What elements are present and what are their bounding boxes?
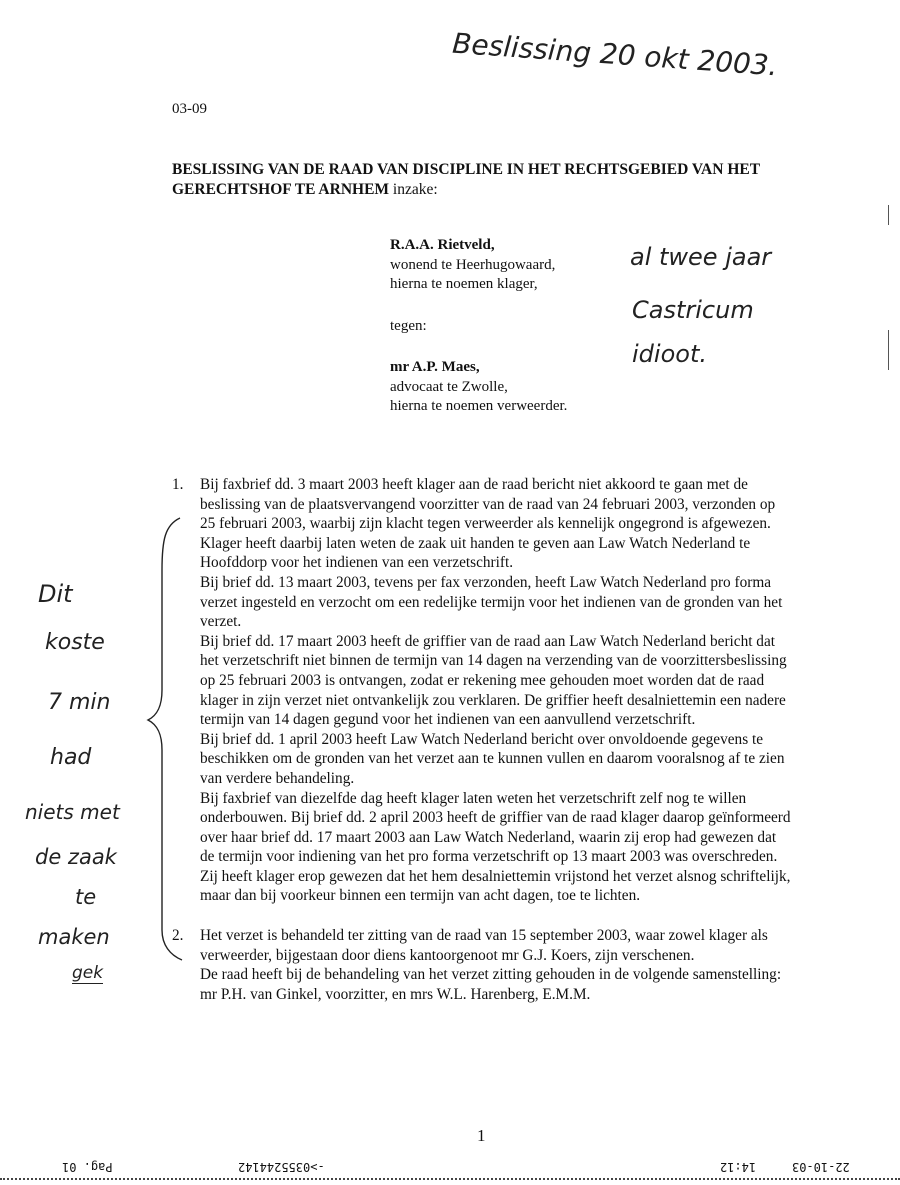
paragraph: Bij faxbrief van diezelfde dag heeft klager laten weten het verzetschrift zelf nog te willen onderbouwen. Bij brief dd. 2 april 2003 heeft de griffier van de raad klager daarop geïnformeerd over haar brief dd. 17 maart 2003 aan Law Watch Nederland, waarin zij erop had gewezen dat de termijn voor indiening van het pro forma verzetschrift op 13 maart 2003 was overschreden. Zij heeft klager erop gewezen dat het hem desalniettemin vrijstond het verzet alsnog schriftelijk, maar dan bij voorkeur binnen een termijn van acht dagen, toe te lichten. bbox=[200, 789, 791, 905]
paragraph: Bij brief dd. 1 april 2003 heeft Law Watch Nederland bericht over onvoldoende gegevens te beschikken om de gronden van het verzet aan te kunnen vullen en daarom vooralsnog af te zien van verdere behandeling. bbox=[200, 730, 785, 787]
handwritten-date-note: Beslissing 20 okt 2003. bbox=[451, 26, 779, 83]
paragraph: De raad heeft bij de behandeling van het verzet zitting gehouden in de volgende samenstelling: mr P.H. van Ginkel, voorzitter, en mrs W.L. Harenberg, E.M.M. bbox=[200, 966, 782, 1003]
handwritten-left-note-6: de zaak bbox=[35, 845, 117, 869]
page-number: 1 bbox=[477, 1126, 486, 1145]
case-reference: 03-09 bbox=[172, 101, 207, 117]
title-bold: BESLISSING VAN DE RAAD VAN DISCIPLINE IN HET RECHTSGEBIED VAN HET GERECHTSHOF TE ARNHEM bbox=[172, 161, 760, 198]
paragraph: Bij brief dd. 13 maart 2003, tevens per fax verzonden, heeft Law Watch Nederland pro forma verzet ingesteld en verzocht om een redelijke termijn voor het indienen van de gronden van het verzet. bbox=[200, 573, 783, 631]
title-rest: inzake: bbox=[389, 181, 438, 198]
fax-page: Pag. 01 bbox=[62, 1160, 113, 1174]
respondent-profession: advocaat te Zwolle, bbox=[390, 378, 508, 395]
handwritten-right-note-3: idioot. bbox=[632, 340, 707, 368]
handwritten-left-note-4: had bbox=[50, 745, 92, 770]
fax-dotted-line bbox=[0, 1178, 900, 1180]
handwritten-brace bbox=[140, 510, 190, 970]
handwritten-left-note-1: Dit bbox=[38, 580, 73, 608]
handwritten-left-note-9: gek bbox=[72, 963, 104, 983]
respondent-designation: hierna te noemen verweerder. bbox=[390, 398, 568, 414]
complainant-name: R.A.A. Rietveld, bbox=[390, 237, 495, 253]
paragraph: Bij brief dd. 17 maart 2003 heeft de griffier van de raad aan Law Watch Nederland bericht dat het verzetschrift niet binnen de termijn van 14 dagen na verzending van de voorzittersbeslissing op 25 februari 2003 is ontvangen, zodat er rekening mee gehouden moet worden dat de raad klager in zijn verzet niet ontvankelijk zou verklaren. De griffier heeft desalniettemin een nadere termijn van 14 dagen gegund voor het indienen van een aanvullend verzetschrift. bbox=[200, 632, 787, 729]
section-number: 2. bbox=[172, 927, 184, 945]
scan-margin-mark bbox=[888, 330, 889, 370]
handwritten-left-note-3: 7 min bbox=[48, 690, 111, 715]
complainant-residence: wonend te Heerhugowaard, bbox=[390, 256, 556, 273]
respondent-name: mr A.P. Maes, bbox=[390, 359, 480, 375]
handwritten-right-note-1: al twee jaar bbox=[630, 243, 772, 271]
section-number: 1. bbox=[172, 476, 184, 493]
paragraph: Het verzet is behandeld ter zitting van de raad van 15 september 2003, waar zowel klager als verweerder, bijgestaan door diens kantoorgenoot mr G.J. Koers, zijn verschenen. bbox=[200, 927, 768, 964]
handwritten-left-note-8: maken bbox=[38, 925, 110, 949]
respondent-block bbox=[390, 358, 567, 417]
versus-label: tegen: bbox=[390, 318, 427, 334]
complainant-designation: hierna te noemen klager, bbox=[390, 276, 538, 292]
handwritten-left-note-2: koste bbox=[45, 630, 105, 655]
scan-margin-mark bbox=[888, 205, 889, 225]
fax-time: 14:12 bbox=[720, 1160, 757, 1174]
handwritten-left-note-5: niets met bbox=[25, 800, 120, 824]
fax-date: 22-10-03 bbox=[792, 1160, 850, 1174]
section-2 bbox=[172, 926, 792, 1004]
handwritten-right-note-2: Castricum bbox=[632, 296, 754, 324]
fax-number: ->0355244142 bbox=[238, 1160, 325, 1174]
document-body bbox=[172, 475, 792, 1004]
document-title bbox=[172, 160, 812, 200]
paragraph: Bij faxbrief dd. 3 maart 2003 heeft klager aan de raad bericht niet akkoord te gaan met de beslissing van de plaatsvervangend voorzitter van de raad van 24 februari 2003, verzonden op 25 februari 2003, waarbij zijn klacht tegen verweerder als kennelijk ongegrond is afgewezen. Klager heeft daarbij laten weten de zaak uit handen te geven aan Law Watch Nederland te Hoofddorp voor het indienen van een verzetschrift. bbox=[200, 476, 776, 572]
section-1 bbox=[172, 475, 792, 906]
complainant-block bbox=[390, 236, 555, 295]
handwritten-left-note-7: te bbox=[75, 885, 97, 909]
